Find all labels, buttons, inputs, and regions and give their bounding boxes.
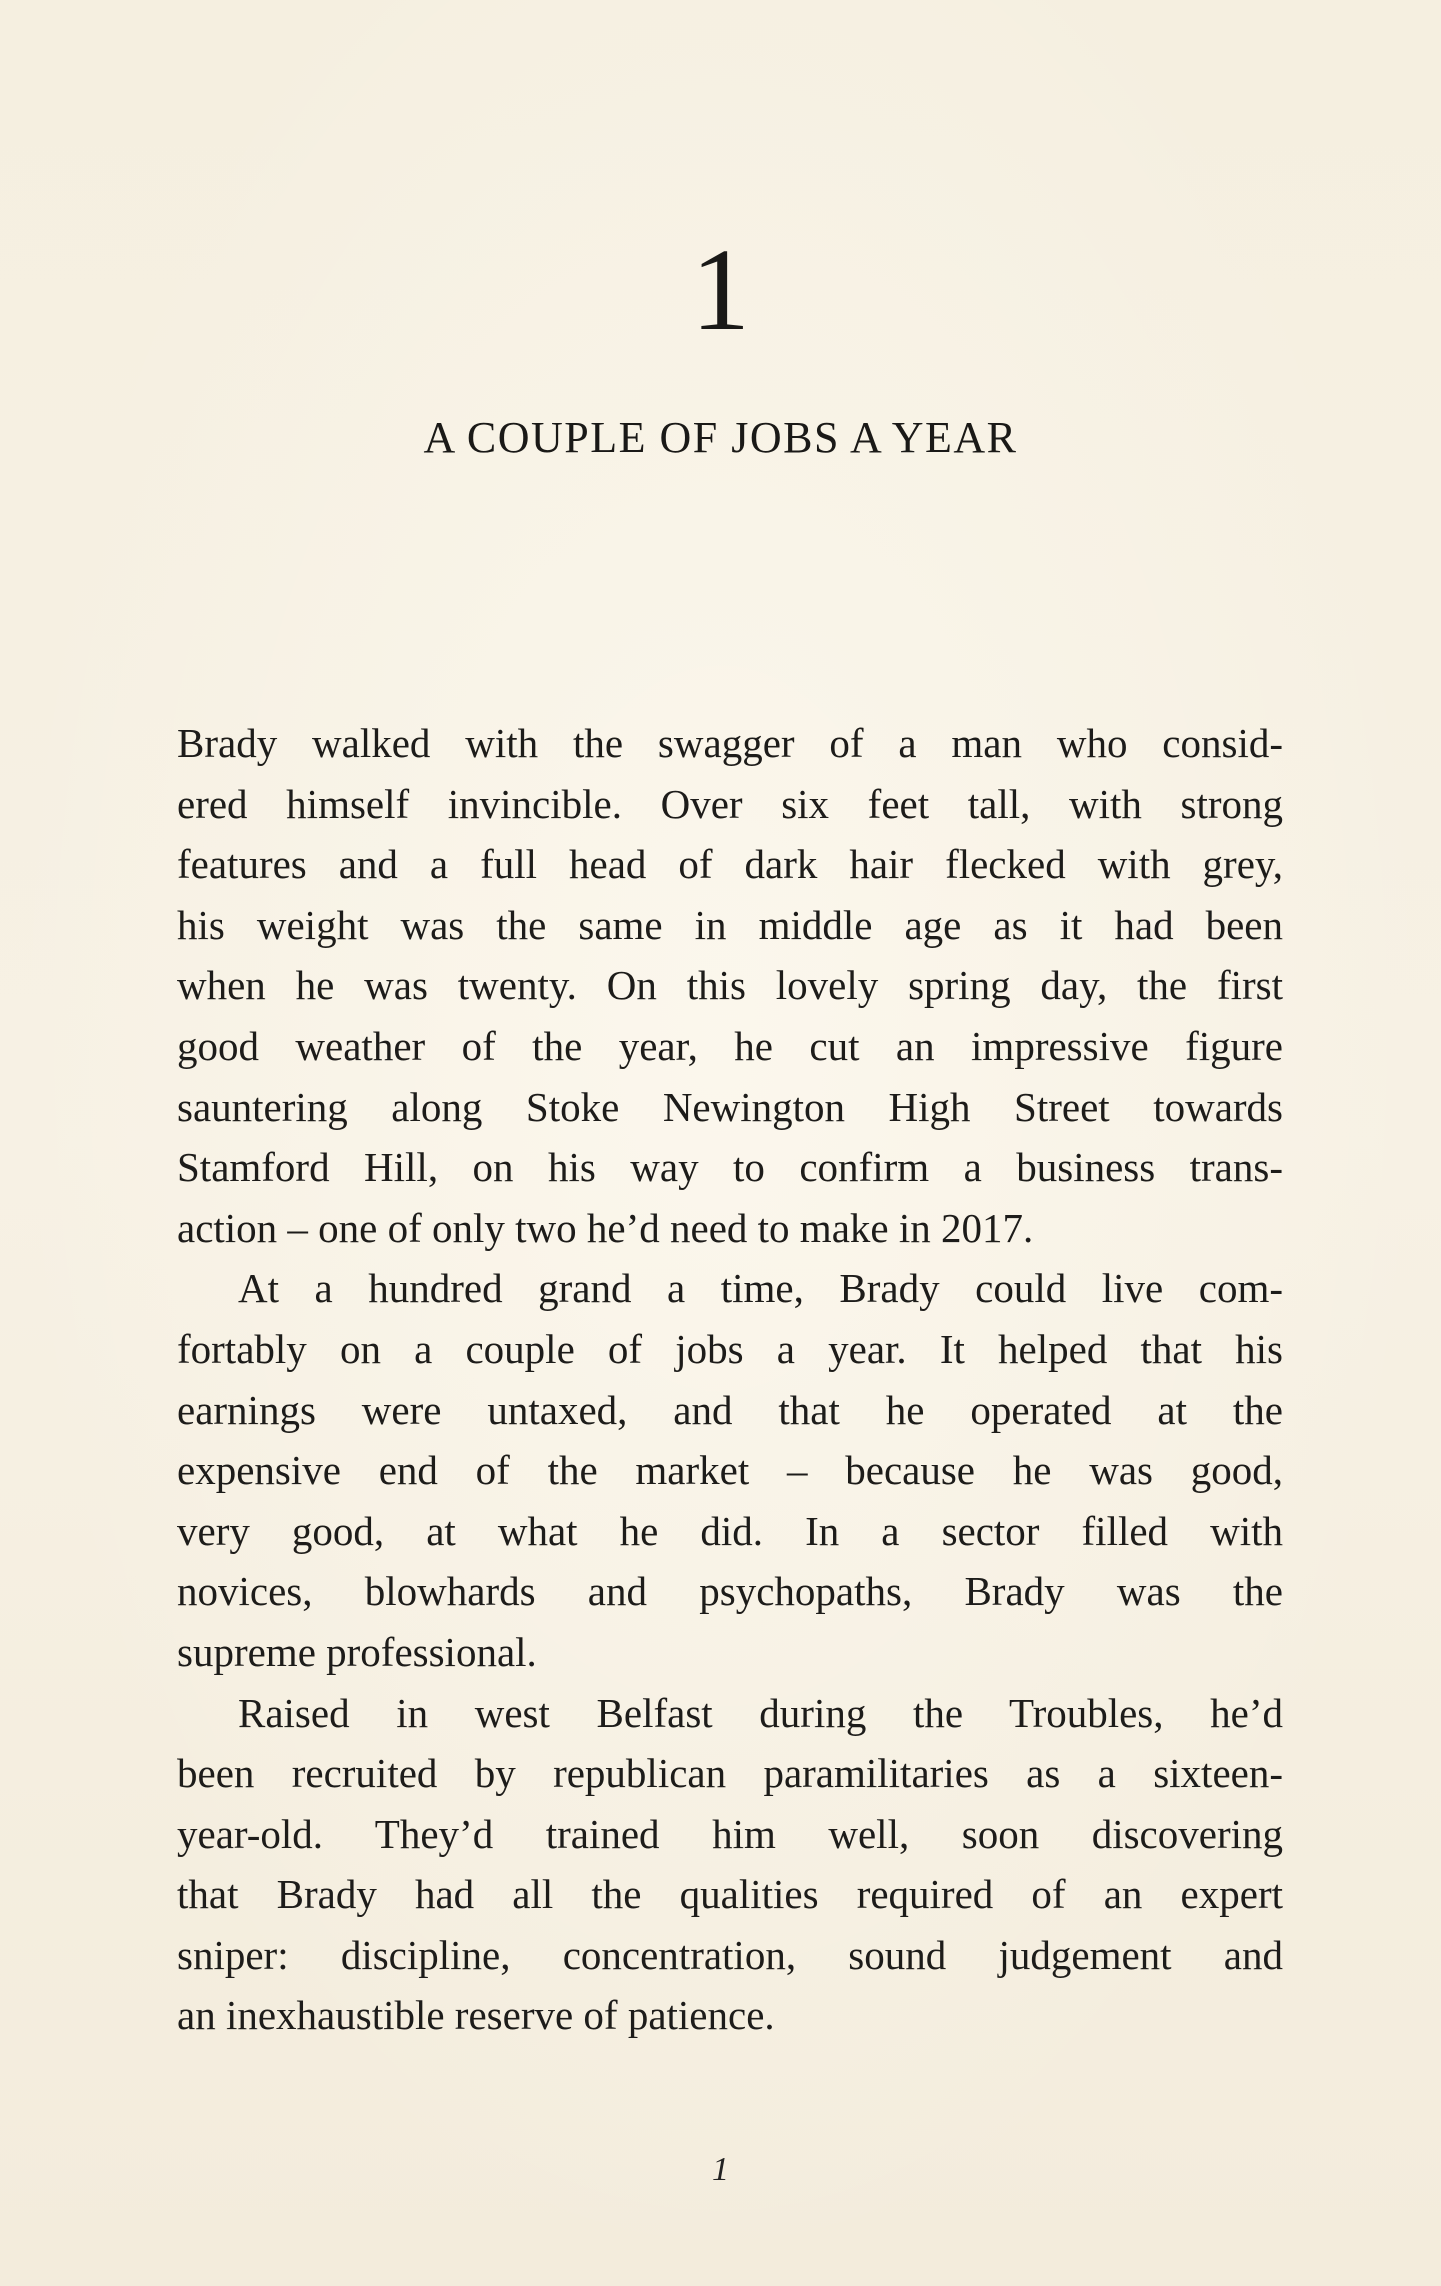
chapter-title: A COUPLE OF JOBS A YEAR	[423, 413, 1018, 462]
paragraph-1-line-4: his weight was the same in middle age as it had been	[177, 901, 1283, 948]
paragraph-1-line-7: sauntering along Stoke Newington High Street towards	[177, 1083, 1283, 1130]
paragraph-3-line-2: been recruited by republican paramilitaries as a sixteen-	[177, 1750, 1283, 1797]
paragraph-2-line-4: expensive end of the market – because he was good,	[177, 1447, 1283, 1494]
paragraph-1-line-9: action – one of only two he’d need to make in 2017.	[177, 1204, 1034, 1251]
paragraph-3-line-6: an inexhaustible reserve of patience.	[177, 1992, 775, 2039]
paragraph-1-line-1: Brady walked with the swagger of a man who consid-	[177, 720, 1283, 766]
paragraph-1-line-8: Stamford Hill, on his way to confirm a business trans-	[177, 1144, 1283, 1191]
paragraph-1-line-5: when he was twenty. On this lovely spring day, the first	[177, 962, 1283, 1009]
paragraph-2-line-7: supreme professional.	[177, 1628, 537, 1675]
paragraph-3-line-4: that Brady had all the qualities required of an expert	[177, 1871, 1283, 1918]
paragraph-1-line-3: features and a full head of dark hair flecked with grey,	[177, 841, 1283, 888]
paragraph-2-line-1: At a hundred grand a time, Brady could live com-	[238, 1265, 1283, 1312]
body-text	[177, 713, 1283, 2046]
chapter-number: 1	[691, 224, 750, 355]
paragraph-1-line-6: good weather of the year, he cut an impressive figure	[177, 1022, 1283, 1069]
paragraph-2-line-5: very good, at what he did. In a sector filled with	[177, 1507, 1283, 1554]
paragraph-3-line-5: sniper: discipline, concentration, sound judgement and	[177, 1931, 1283, 1978]
paragraph-2-line-6: novices, blowhards and psychopaths, Brady was the	[177, 1568, 1283, 1615]
paragraph-2-line-2: fortably on a couple of jobs a year. It helped that his	[177, 1325, 1283, 1372]
paragraph-2-line-3: earnings were untaxed, and that he operated at the	[177, 1386, 1283, 1433]
paragraph-1-line-2: ered himself invincible. Over six feet tall, with strong	[177, 780, 1283, 827]
paragraph-3-line-1: Raised in west Belfast during the Troubles, he’d	[238, 1689, 1283, 1736]
page-number: 1	[712, 2151, 729, 2188]
paragraph-3-line-3: year-old. They’d trained him well, soon discovering	[177, 1810, 1283, 1857]
